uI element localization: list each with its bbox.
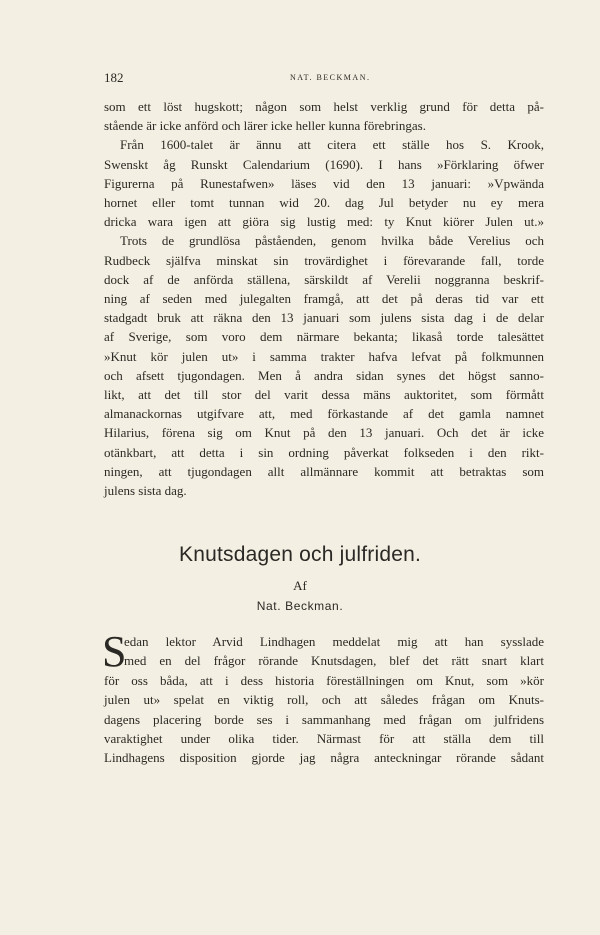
text-line: Rudbeck själfva minskat sin trovärdighet i förevarande fall, torde [104, 252, 544, 268]
article-author: Nat. Beckman. [256, 599, 344, 613]
page-number: 182 [104, 70, 124, 85]
text-line: Figurerna på Runestafwen» läses vid den 13 januari: »Vpwända [104, 175, 544, 191]
text-line: dock af de anförda ställena, särskildt af Verelii noggranna beskrif- [104, 271, 544, 287]
text-line: likt, att det till stor del varit dessa mäns auktoritet, som förmått [104, 387, 544, 403]
text-line: julen ut» spelat en viktig roll, och att således frågan om Knuts- [104, 692, 544, 708]
text-line: Hilarius, förena sig om Knut på den 13 januari. Och det är icke [104, 425, 544, 441]
drop-cap: S [102, 627, 127, 676]
text-line: af Sverige, som voro dem närmare bekanta; likaså torde talesättet [104, 329, 544, 345]
text-line: Från 1600-talet är ännu att citera ett ställe hos S. Krook, [120, 137, 544, 153]
intro-text [104, 97, 544, 500]
text-line: Trots de grundlösa påståenden, genom hvilka både Verelius och [120, 233, 544, 249]
text-line: almanackornas utgifvare att, med förkastande af det gamla namnet [104, 406, 544, 422]
text-line: med en del frågor rörande Knutsdagen, blef det rätt snart klart [124, 653, 544, 669]
article-title: Knutsdagen och julfriden. [179, 543, 421, 566]
text-line: som ett löst hugskott; någon som helst verklig grund för detta på- [104, 99, 544, 114]
text-line: ning af seden med julegalten framgå, att det på deras tid var ett [104, 291, 544, 307]
text-line: otänkbart, att detta i sin ordning påverkat folkseden i den rikt- [104, 444, 544, 460]
text-line: julens sista dag. [104, 483, 187, 499]
text-line: och afsett tjugondagen. Men å andra sidan synes det högst sanno- [104, 367, 544, 383]
article-body [102, 627, 544, 768]
article-byline-af: Af [293, 578, 307, 593]
text-line: dricka wara igen att giöra sig lustig med: ty Knut kiörer Julen ut.» [104, 214, 544, 230]
text-line: dagens placering borde ses i sammanhang med frågan om julfridens [104, 711, 544, 727]
text-line: Swenskt åg Runskt Calendarium (1690). I hans »Förklaring öfwer [104, 156, 544, 172]
text-line: stående är icke anförd och lärer icke heller kunna förebringas. [104, 118, 426, 134]
text-line: hornet eller tomt tunnan wid 20. dag Jul betyder nu ey mera [104, 195, 544, 211]
running-head: NAT. BECKMAN. [290, 73, 371, 82]
text-line: edan lektor Arvid Lindhagen meddelat mig att han sysslade [124, 634, 544, 649]
page-header [104, 70, 544, 88]
text-line: stadgadt bruk att räkna den 13 januari som julens sista dag i de delar [104, 310, 544, 326]
text-line: Lindhagens disposition gjorde jag några anteckningar rörande sådant [104, 750, 544, 766]
text-line: »Knut kör julen ut» i samma trakter hafva lefvat på folkmunnen [104, 348, 544, 364]
text-line: varaktighet under olika tider. Närmast för att ställa dem till [104, 731, 544, 747]
text-line: ningen, att tjugondagen allt allmännare kommit att betraktas som [104, 463, 544, 479]
text-line: för oss båda, att i dess historia föreställningen om Knut, som »kör [104, 672, 544, 688]
